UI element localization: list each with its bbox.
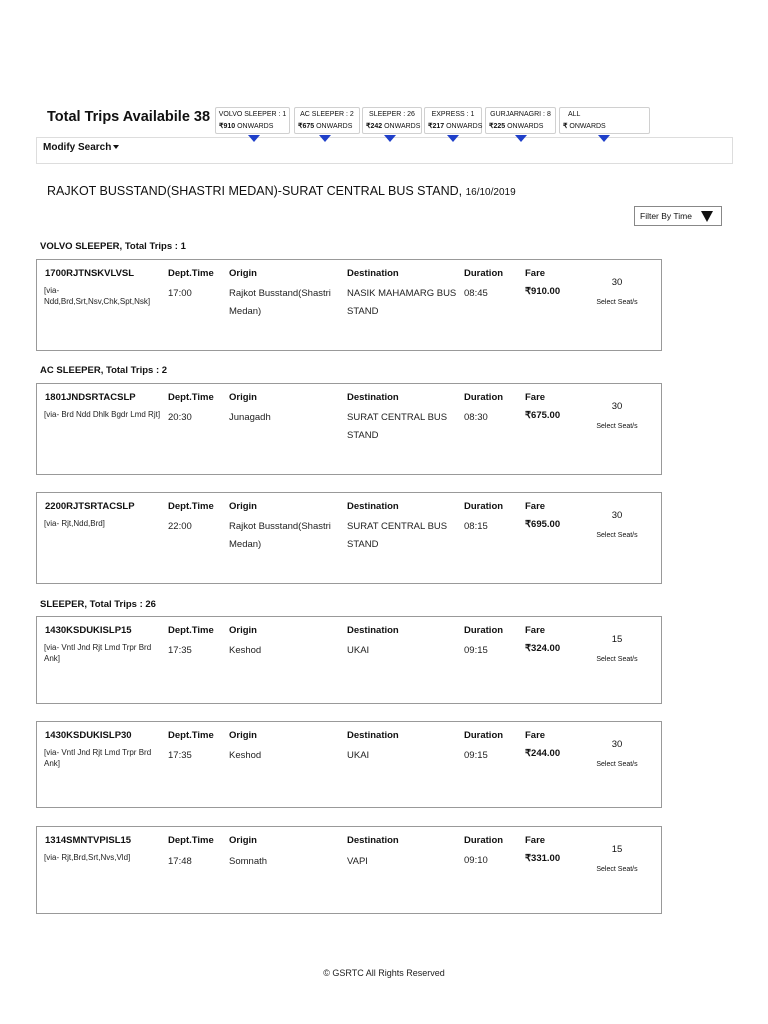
chip-price: ₹910 ONWARDS (219, 123, 274, 130)
duration-value: 09:10 (464, 855, 488, 866)
filter-label: Filter By Time (640, 211, 692, 221)
chip-price: ₹242 ONWARDS (366, 123, 421, 130)
trip-code: 1430KSDUKISLP30 (45, 730, 132, 741)
trip-summary (36, 103, 733, 164)
fare-label: Fare (525, 835, 546, 846)
origin-value: Rajkot Busstand(Shastri Medan) (229, 288, 331, 317)
origin-label: Origin (229, 501, 257, 512)
caret-down-icon (113, 145, 119, 149)
destination-label: Destination (347, 835, 399, 846)
destination-label: Destination (347, 501, 399, 512)
duration-value: 08:30 (464, 412, 488, 423)
duration-value: 08:15 (464, 521, 488, 532)
destination-label: Destination (347, 268, 399, 279)
chip-all[interactable] (559, 107, 650, 134)
fare-label: Fare (525, 501, 546, 512)
trip-via: [via- Rjt,Brd,Srt,Nvs,Vld] (44, 853, 131, 862)
fare-label: Fare (525, 730, 546, 741)
trip-code: 1700RJTNSKVLVSL (45, 268, 135, 279)
destination-value: VAPI (347, 856, 368, 867)
available-seats: 30 (611, 510, 623, 521)
origin-value: Junagadh (229, 412, 271, 423)
chip-price: ₹225 ONWARDS (489, 123, 544, 130)
dept-time-value: 17:35 (168, 750, 192, 761)
destination-value: UKAI (347, 645, 370, 656)
chip-volvo-sleeper[interactable] (215, 107, 290, 134)
chip-label: EXPRESS : 1 (431, 111, 475, 118)
chip-gurjarnagri[interactable] (485, 107, 556, 134)
chip-label: SLEEPER : 26 (369, 111, 415, 118)
chip-arrow-icon (319, 135, 331, 142)
destination-value: UKAI (347, 750, 370, 761)
destination-value: SURAT CENTRAL BUS STAND (347, 412, 448, 441)
origin-label: Origin (229, 392, 257, 403)
duration-value: 09:15 (464, 750, 488, 761)
fare-label: Fare (525, 268, 546, 279)
origin-label: Origin (229, 268, 257, 279)
filter-by-time-dropdown[interactable] (634, 206, 722, 226)
destination-label: Destination (347, 625, 399, 636)
destination-label: Destination (347, 730, 399, 741)
chip-price: ₹675 ONWARDS (298, 123, 353, 130)
trip-code: 1314SMNTVPISL15 (45, 835, 132, 846)
origin-label: Origin (229, 625, 257, 636)
triangle-down-icon (701, 211, 713, 222)
trip-via: [via- Rjt,Ndd,Brd] (44, 519, 105, 528)
chip-arrow-icon (248, 135, 260, 142)
chip-ac-sleeper[interactable] (294, 107, 360, 134)
destination-label: Destination (347, 392, 399, 403)
chip-arrow-icon (515, 135, 527, 142)
select-seats-link[interactable]: Select Seat/s (596, 866, 638, 873)
trip-card (36, 826, 662, 914)
destination-value: SURAT CENTRAL BUS STAND (347, 521, 448, 550)
dept-time-label: Dept.Time (168, 268, 214, 279)
origin-value: Keshod (229, 645, 262, 656)
duration-label: Duration (464, 730, 504, 741)
fare-value: ₹244.00 (525, 748, 561, 759)
duration-value: 08:45 (464, 288, 488, 299)
dept-time-label: Dept.Time (168, 835, 214, 846)
chip-express[interactable] (424, 107, 482, 134)
origin-value: Keshod (229, 750, 262, 761)
available-seats: 30 (611, 401, 623, 412)
chip-label: ALL (568, 111, 581, 118)
trip-via: [via- Vntl Jnd Rjt Lmd Trpr Brd Ank] (44, 643, 152, 663)
section-title-sleeper: SLEEPER, Total Trips : 26 (40, 599, 156, 610)
select-seats-link[interactable]: Select Seat/s (596, 299, 638, 306)
available-seats: 30 (611, 739, 623, 750)
fare-value: ₹331.00 (525, 853, 561, 864)
chip-price: ₹217 ONWARDS (428, 123, 483, 130)
trip-via: [via- Vntl Jnd Rjt Lmd Trpr Brd Ank] (44, 748, 152, 768)
trip-card (36, 259, 662, 351)
duration-label: Duration (464, 501, 504, 512)
chip-arrow-icon (447, 135, 459, 142)
dept-time-value: 17:00 (168, 288, 192, 299)
select-seats-link[interactable]: Select Seat/s (596, 761, 638, 768)
section-title-volvo-sleeper: VOLVO SLEEPER, Total Trips : 1 (40, 241, 186, 252)
fare-value: ₹675.00 (525, 410, 561, 421)
available-seats: 15 (611, 634, 623, 645)
fare-value: ₹910.00 (525, 286, 561, 297)
chip-label: GURJARNAGRI : 8 (490, 111, 551, 118)
chip-arrow-icon (598, 135, 610, 142)
origin-label: Origin (229, 835, 257, 846)
origin-value: Rajkot Busstand(Shastri Medan) (229, 521, 331, 550)
duration-label: Duration (464, 392, 504, 403)
route-title: RAJKOT BUSSTAND(SHASTRI MEDAN)-SURAT CENTRAL BUS STAND, 16/10/2019 (47, 184, 516, 198)
dept-time-value: 22:00 (168, 521, 192, 532)
fare-value: ₹695.00 (525, 519, 561, 530)
dept-time-label: Dept.Time (168, 501, 214, 512)
select-seats-link[interactable]: Select Seat/s (596, 656, 638, 663)
trip-card (36, 721, 662, 808)
trip-via: [via-Ndd,Brd,Srt,Nsv,Chk,Spt,Nsk] (44, 286, 151, 306)
trip-code: 2200RJTSRTACSLP (45, 501, 135, 512)
dept-time-value: 17:35 (168, 645, 192, 656)
trip-code: 1430KSDUKISLP15 (45, 625, 132, 636)
dept-time-label: Dept.Time (168, 392, 214, 403)
trip-card (36, 492, 662, 584)
fare-label: Fare (525, 625, 546, 636)
chip-arrow-icon (384, 135, 396, 142)
dept-time-label: Dept.Time (168, 730, 214, 741)
chip-sleeper[interactable] (362, 107, 422, 134)
chip-label: AC SLEEPER : 2 (300, 111, 354, 118)
trip-code: 1801JNDSRTACSLP (45, 392, 136, 403)
origin-label: Origin (229, 730, 257, 741)
trip-via: [via- Brd Ndd Dhlk Bgdr Lmd Rjt] (44, 410, 161, 419)
total-trips-title: Total Trips Availabile 38 (47, 109, 211, 125)
duration-label: Duration (464, 268, 504, 279)
available-seats: 15 (611, 844, 623, 855)
fare-label: Fare (525, 392, 546, 403)
route-date: 16/10/2019 (465, 187, 516, 198)
duration-label: Duration (464, 625, 504, 636)
available-seats: 30 (611, 277, 623, 288)
fare-value: ₹324.00 (525, 643, 561, 654)
select-seats-link[interactable]: Select Seat/s (596, 532, 638, 539)
section-title-ac-sleeper: AC SLEEPER, Total Trips : 2 (40, 365, 168, 376)
footer-copyright: © GSRTC All Rights Reserved (323, 968, 445, 978)
trip-card (36, 383, 662, 475)
dept-time-value: 17:48 (168, 856, 192, 867)
duration-value: 09:15 (464, 645, 488, 656)
chip-price: ₹ ONWARDS (563, 123, 606, 130)
chip-label: VOLVO SLEEPER : 1 (218, 111, 287, 118)
origin-value: Somnath (229, 856, 268, 867)
destination-value: NASIK MAHAMARG BUS STAND (347, 288, 457, 317)
modify-search-button[interactable]: Modify Search (43, 142, 119, 153)
duration-label: Duration (464, 835, 504, 846)
trip-card (36, 616, 662, 704)
dept-time-value: 20:30 (168, 412, 192, 423)
dept-time-label: Dept.Time (168, 625, 214, 636)
select-seats-link[interactable]: Select Seat/s (596, 423, 638, 430)
